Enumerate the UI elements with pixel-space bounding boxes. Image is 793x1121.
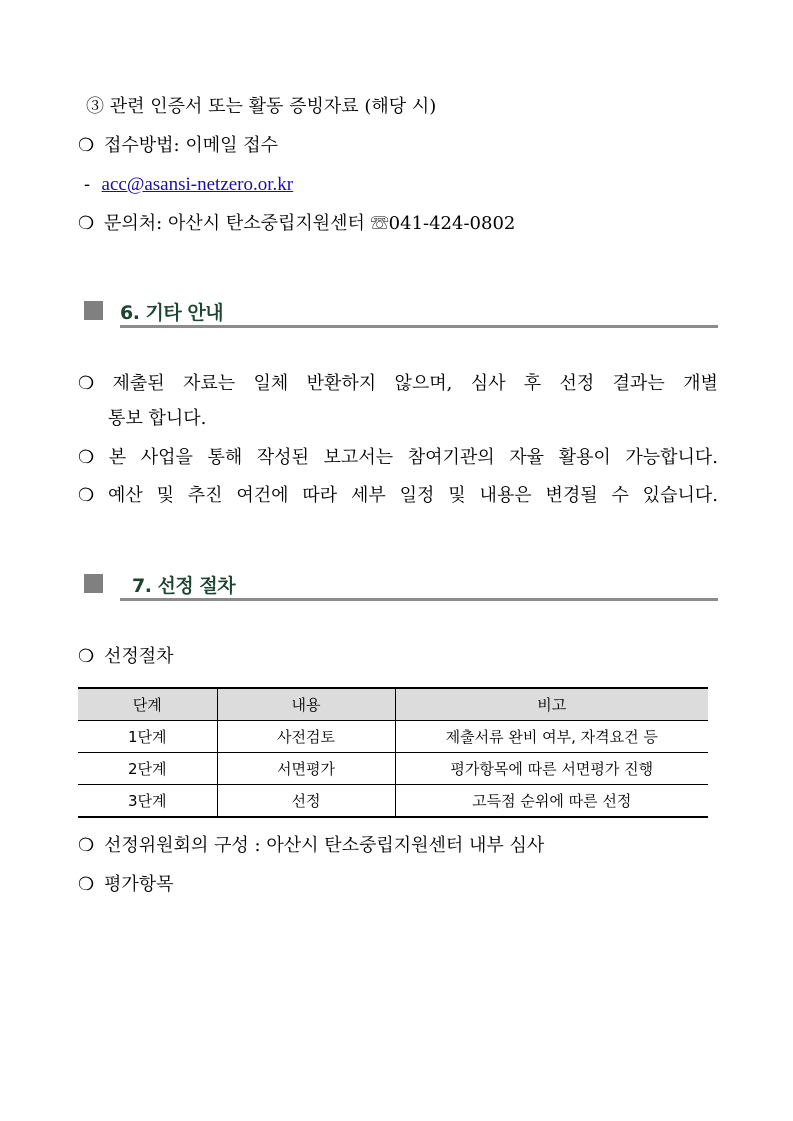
section-6-rule	[120, 325, 718, 328]
notice-item-2: ❍ 본 사업을 통해 작성된 보고서는 참여기관의 자율 활용이 가능합니다.	[78, 447, 718, 468]
square-bullet-icon	[84, 574, 103, 593]
contact-line	[78, 212, 515, 236]
section-7-title: 7. 선정 절차	[132, 575, 236, 597]
submission-method	[78, 134, 278, 158]
circle-bullet-icon: ❍	[78, 485, 95, 506]
table-row: 2단계 서면평가 평가항목에 따른 서면평가 진행	[78, 753, 708, 785]
selection-procedure-table	[78, 687, 708, 818]
item-certificate	[86, 95, 436, 119]
section-7-heading	[84, 571, 718, 599]
circle-bullet-icon: ❍	[78, 646, 95, 667]
section-6-title: 6. 기타 안내	[120, 302, 224, 324]
circle-bullet-icon: ❍	[78, 213, 95, 234]
table-header-row	[78, 688, 708, 721]
dash: -	[84, 174, 91, 195]
circle-bullet-icon: ❍	[78, 874, 95, 895]
criteria-text: 평가항목	[104, 874, 174, 895]
table-row: 1단계 사전검토 제출서류 완비 여부, 자격요건 등	[78, 721, 708, 753]
notice-item-3: ❍ 예산 및 추진 여건에 따라 세부 일정 및 내용은 변경될 수 있습니다.	[78, 485, 718, 506]
notice-item-1	[78, 372, 718, 431]
committee-text: 선정위원회의 구성 : 아산시 탄소중립지원센터 내부 심사	[104, 835, 545, 856]
table-row: 3단계 선정 고득점 순위에 따른 선정	[78, 785, 708, 818]
notice-item-1-line-1: ❍ 제출된 자료는 일체 반환하지 않으며, 심사 후 선정 결과는 개별	[78, 373, 718, 394]
email-line	[84, 173, 293, 197]
circle-bullet-icon: ❍	[78, 835, 95, 856]
email-link[interactable]: acc@asansi-netzero.or.kr	[101, 174, 294, 195]
contact-text: 문의처: 아산시 탄소중립지원센터 ☏041-424-0802	[104, 213, 516, 234]
circle-bullet-icon: ❍	[78, 135, 95, 156]
header-remarks: 비고	[395, 688, 708, 721]
circle-bullet-icon: ❍	[78, 373, 95, 394]
square-bullet-icon	[84, 301, 103, 320]
submission-method-text: 접수방법: 이메일 접수	[104, 135, 278, 156]
item-certificate-text: ③ 관련 인증서 또는 활동 증빙자료 (해당 시)	[86, 96, 437, 117]
header-stage: 단계	[78, 688, 217, 721]
notice-item-1-line-2: 통보 합니다.	[108, 408, 207, 429]
section-7-rule	[120, 598, 718, 601]
section-6-heading	[84, 298, 718, 326]
procedure-label	[78, 645, 174, 669]
criteria-line	[78, 873, 174, 897]
procedure-label-text: 선정절차	[104, 646, 174, 667]
circle-bullet-icon: ❍	[78, 447, 95, 468]
header-content: 내용	[217, 688, 395, 721]
committee-line	[78, 834, 544, 858]
